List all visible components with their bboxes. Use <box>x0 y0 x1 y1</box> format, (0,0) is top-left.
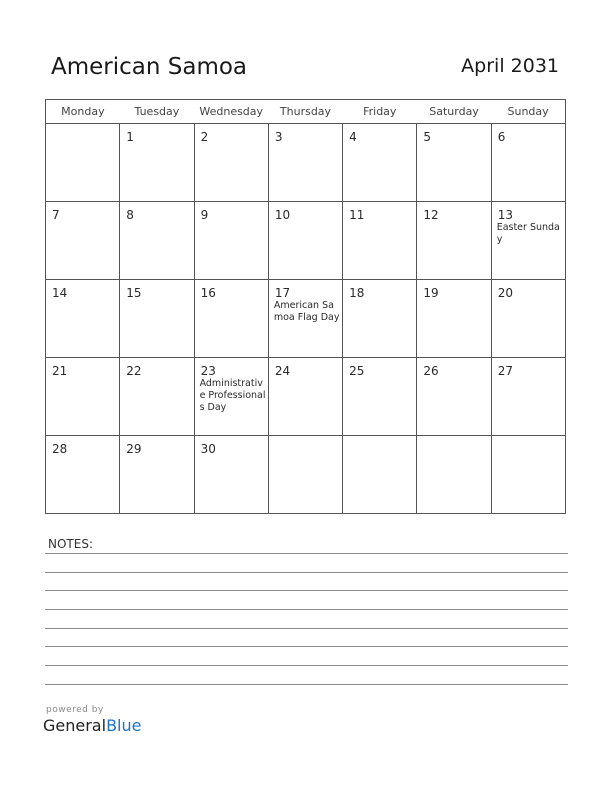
day-number <box>417 436 490 443</box>
day-cell <box>194 280 268 358</box>
day-number: 5 <box>423 130 432 144</box>
day-cell <box>194 358 268 436</box>
day-number: 24 <box>274 364 291 378</box>
day-cell <box>491 358 565 436</box>
day-cell <box>491 202 565 280</box>
day-cell <box>417 280 491 358</box>
notes-line <box>45 572 568 573</box>
notes-line <box>45 553 568 554</box>
day-cell <box>120 202 194 280</box>
day-cell <box>343 436 417 514</box>
notes-line <box>45 684 568 685</box>
day-cell <box>46 202 120 280</box>
day-number <box>46 124 119 131</box>
day-cell <box>268 280 342 358</box>
day-number: 28 <box>52 442 68 456</box>
day-cell <box>268 124 342 202</box>
day-number: 25 <box>349 364 365 378</box>
day-cell <box>120 280 194 358</box>
notes-line <box>45 665 568 666</box>
day-number <box>269 436 342 443</box>
day-cell <box>343 280 417 358</box>
day-cell <box>491 280 565 358</box>
day-cell <box>268 202 342 280</box>
weekday-header: Tuesday <box>120 100 194 124</box>
day-number: 18 <box>349 286 365 300</box>
day-number: 15 <box>126 286 142 300</box>
powered-by-label: powered by <box>46 705 104 715</box>
brand-name-accent: Blue <box>106 716 142 735</box>
day-number: 14 <box>52 286 68 300</box>
notes-line <box>45 590 568 591</box>
day-number: 16 <box>200 286 216 300</box>
notes-line <box>45 628 568 629</box>
weekday-header: Sunday <box>491 100 565 124</box>
brand-logo <box>43 716 141 735</box>
day-number: 11 <box>349 208 365 222</box>
day-cell <box>343 124 417 202</box>
day-cell <box>46 358 120 436</box>
day-number <box>492 436 565 443</box>
notes-line <box>45 609 568 610</box>
day-number: 13 <box>497 208 513 222</box>
day-cell <box>268 436 342 514</box>
day-cell <box>491 436 565 514</box>
day-number: 27 <box>497 364 513 378</box>
week-row <box>46 358 566 436</box>
day-number: 7 <box>52 208 60 222</box>
day-cell <box>491 124 565 202</box>
day-number: 6 <box>497 130 506 144</box>
day-number: 19 <box>423 286 439 300</box>
day-cell <box>194 436 268 514</box>
week-row <box>46 436 566 514</box>
day-cell <box>46 280 120 358</box>
holiday-label: American Samoa Flag Day <box>273 300 340 323</box>
weekday-header: Thursday <box>268 100 342 124</box>
day-number: 20 <box>497 286 513 300</box>
day-number: 9 <box>200 208 209 222</box>
week-row <box>46 280 566 358</box>
day-cell <box>343 358 417 436</box>
week-row <box>46 202 566 280</box>
day-cell <box>194 124 268 202</box>
brand-name-part: General <box>43 716 107 735</box>
holiday-label: Easter Sunday <box>496 222 560 245</box>
weekday-header: Wednesday <box>194 100 268 124</box>
day-cell <box>120 124 194 202</box>
day-number: 10 <box>274 208 291 222</box>
day-number: 8 <box>126 208 134 222</box>
month-year-label: April 2031 <box>461 55 559 77</box>
day-cell <box>120 436 194 514</box>
weekday-header-row <box>46 100 566 124</box>
day-cell <box>46 436 120 514</box>
day-number: 12 <box>423 208 439 222</box>
holiday-label: Administrative Professionals Day <box>199 378 266 413</box>
notes-line <box>45 646 568 647</box>
day-cell <box>417 358 491 436</box>
day-cell <box>268 358 342 436</box>
page-title: American Samoa <box>51 54 248 80</box>
day-number: 2 <box>200 130 209 144</box>
week-row <box>46 124 566 202</box>
weekday-header: Saturday <box>417 100 491 124</box>
day-cell <box>120 358 194 436</box>
day-cell <box>343 202 417 280</box>
day-number: 3 <box>274 130 283 144</box>
day-number: 4 <box>349 130 357 144</box>
day-cell <box>417 124 491 202</box>
weekday-header: Friday <box>343 100 417 124</box>
day-cell <box>46 124 120 202</box>
day-cell <box>194 202 268 280</box>
day-number: 22 <box>126 364 142 378</box>
day-number: 1 <box>126 130 134 144</box>
day-number: 26 <box>423 364 439 378</box>
notes-label: NOTES: <box>48 537 93 551</box>
day-number: 17 <box>274 286 291 300</box>
day-cell <box>417 436 491 514</box>
day-cell <box>417 202 491 280</box>
calendar-grid <box>45 99 566 514</box>
day-number: 29 <box>126 442 142 456</box>
weekday-header: Monday <box>46 100 120 124</box>
day-number: 23 <box>200 364 216 378</box>
day-number <box>343 436 416 443</box>
day-number: 30 <box>200 442 216 456</box>
day-number: 21 <box>52 364 68 378</box>
